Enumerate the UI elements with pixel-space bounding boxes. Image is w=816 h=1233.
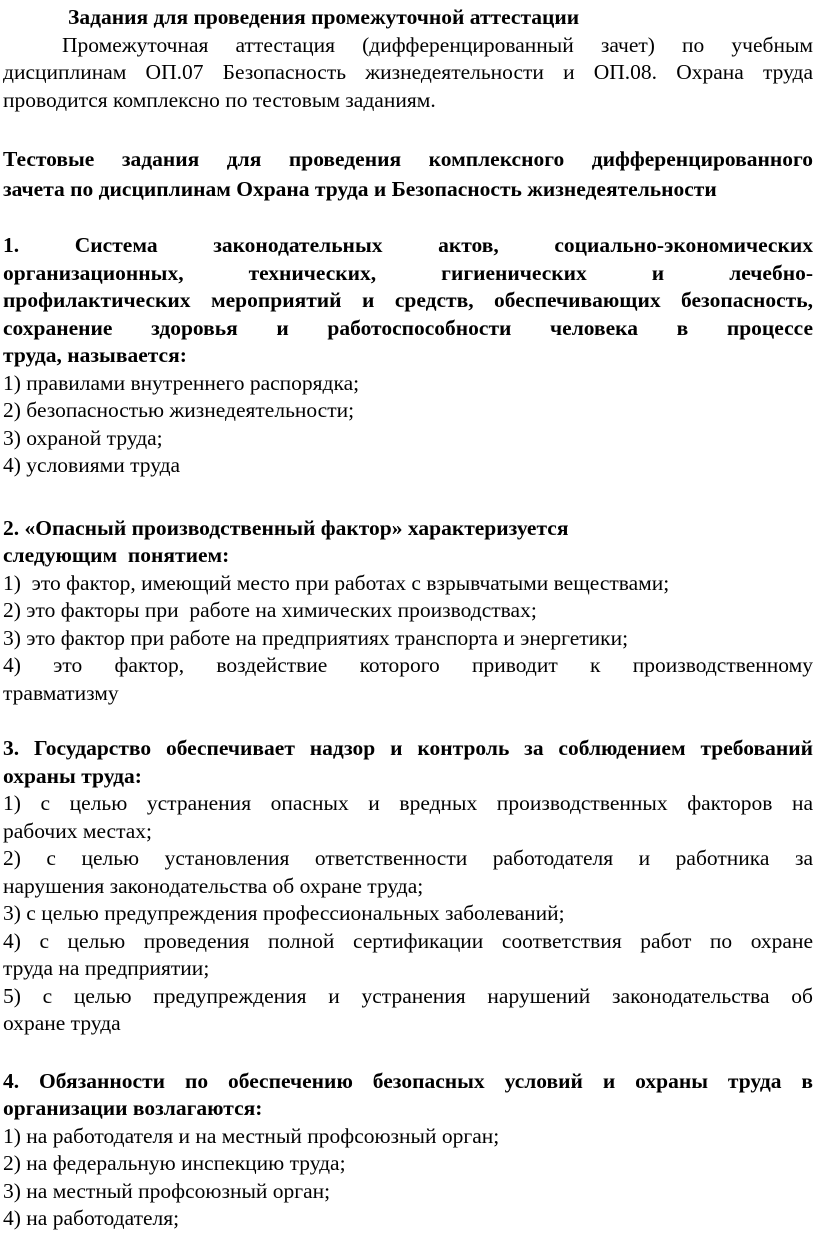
- answer-option: рабочих местах;: [3, 818, 153, 843]
- answer-option: 1) правилами внутреннего распорядка;: [3, 370, 360, 395]
- question-1: [3, 232, 813, 480]
- tests-heading-line: зачета по дисциплинам Охрана труда и Безопасность жизнедеятельности: [3, 177, 717, 201]
- answer-option: 4) с целью проведения полной сертификации соответствия работ по охране: [3, 928, 813, 953]
- answer-option: 3) с целью предупреждения профессиональных заболеваний;: [3, 901, 565, 925]
- question-3: [3, 735, 813, 1038]
- answer-option: охране труда: [3, 1011, 121, 1035]
- answer-option: 2) безопасностью жизнедеятельности;: [3, 398, 355, 422]
- question-text: следующим понятием:: [3, 543, 230, 567]
- intro-line: Промежуточная аттестация (дифференцированный зачет) по учебным: [62, 32, 813, 57]
- question-text: 4. Обязанности по обеспечению безопасных условий и охраны труда в: [3, 1068, 813, 1093]
- answer-option: 3) это фактор при работе на предприятиях транспорта и энергетики;: [3, 625, 629, 650]
- answer-option: 1) на работодателя и на местный профсоюзный орган;: [3, 1123, 500, 1148]
- answer-option: нарушения законодательства об охране труда;: [3, 873, 424, 898]
- tests-heading: [3, 144, 813, 204]
- answer-option: 1) это фактор, имеющий место при работах с взрывчатыми веществами;: [3, 570, 670, 595]
- intro-paragraph: [3, 32, 813, 115]
- answer-option: 3) на местный профсоюзный орган;: [3, 1178, 331, 1203]
- answer-option: 2) на федеральную инспекцию труда;: [3, 1151, 346, 1175]
- answer-option: 4) условиями труда: [3, 453, 181, 477]
- question-text: 3. Государство обеспечивает надзор и контроль за соблюдением требований: [3, 736, 813, 760]
- answer-option: 4) это фактор, воздействие которого приводит к производственному: [3, 653, 813, 677]
- answer-option: 5) с целью предупреждения и устранения нарушений законодательства об: [3, 983, 813, 1008]
- question-text: организационных, технических, гигиенических и лечебно-: [3, 260, 813, 285]
- answer-option: труда на предприятии;: [3, 956, 210, 980]
- answer-option: травматизму: [3, 680, 119, 705]
- question-4: [3, 1068, 813, 1233]
- answer-option: 2) с целью установления ответственности работодателя и работника за: [3, 846, 813, 870]
- question-text: 1. Система законодательных актов, социально-экономических: [3, 233, 813, 257]
- question-text: профилактических мероприятий и средств, обеспечивающих безопасность,: [3, 288, 813, 312]
- question-text: организации возлагаются:: [3, 1096, 263, 1120]
- answer-option: 3) охраной труда;: [3, 425, 163, 450]
- intro-line: дисциплинам ОП.07 Безопасность жизнедеятельности и ОП.08. Охрана труда: [3, 60, 813, 84]
- question-2: [3, 515, 813, 708]
- question-text: охраны труда:: [3, 763, 142, 788]
- intro-line: проводится комплексно по тестовым заданиям.: [3, 87, 436, 112]
- answer-option: 1) с целью устранения опасных и вредных производственных факторов на: [3, 791, 813, 815]
- question-text: сохранение здоровья и работоспособности человека в процессе: [3, 315, 813, 340]
- document-title: Задания для проведения промежуточной аттестации: [68, 5, 580, 29]
- answer-option: 4) на работодателя;: [3, 1206, 180, 1230]
- answer-option: 2) это факторы при работе на химических производствах;: [3, 598, 537, 622]
- tests-heading-line: Тестовые задания для проведения комплексного дифференцированного: [3, 147, 813, 171]
- question-text: 2. «Опасный производственный фактор» характеризуется: [3, 515, 569, 540]
- question-text: труда, называется:: [3, 343, 187, 367]
